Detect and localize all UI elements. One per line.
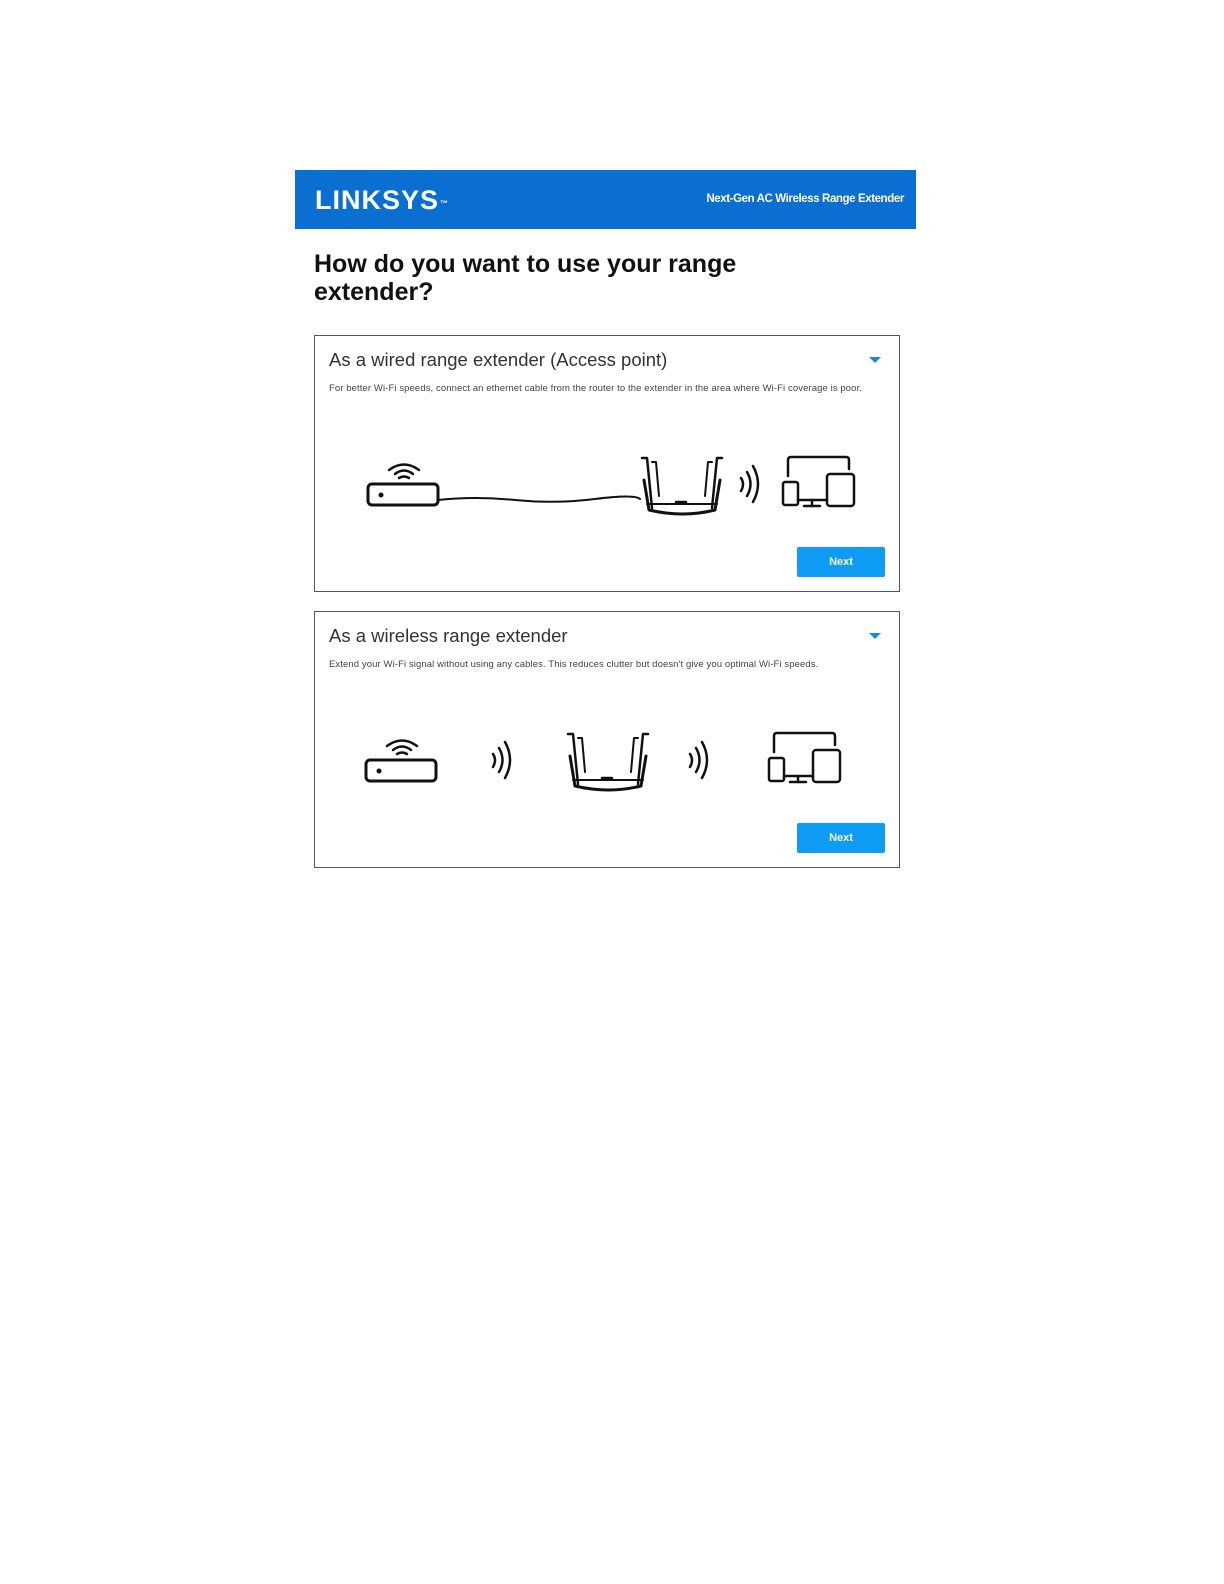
next-button[interactable]: Next xyxy=(797,547,885,577)
extender-icon xyxy=(568,734,648,790)
wifi-signal-icon xyxy=(690,742,707,778)
option-title: As a wired range extender (Access point) xyxy=(329,349,668,370)
option-card-wireless xyxy=(314,611,900,868)
chevron-down-icon[interactable] xyxy=(869,357,881,363)
option-description: For better Wi-Fi speeds, connect an ethernet cable from the router to the extender in the area where Wi-Fi coverage is poor. xyxy=(329,383,863,394)
devices-icon xyxy=(769,733,840,782)
wifi-signal-icon xyxy=(493,742,510,778)
wireless-setup-illustration xyxy=(315,712,898,822)
header-bar xyxy=(295,170,916,229)
brand-name: LINKSYS xyxy=(315,185,440,215)
chevron-down-icon[interactable] xyxy=(869,633,881,639)
option-title: As a wireless range extender xyxy=(329,625,568,646)
wired-setup-illustration xyxy=(315,436,898,546)
next-button[interactable]: Next xyxy=(797,823,885,853)
extender-icon xyxy=(642,458,722,514)
devices-icon xyxy=(783,457,854,506)
page-title: How do you want to use your range extender? xyxy=(314,250,737,306)
setup-screen xyxy=(295,170,916,880)
product-name: Next-Gen AC Wireless Range Extender xyxy=(706,193,904,205)
wifi-signal-icon xyxy=(741,466,758,502)
router-icon xyxy=(366,741,436,782)
trademark-mark: ™ xyxy=(440,199,450,208)
option-description: Extend your Wi-Fi signal without using any cables. This reduces clutter but doesn't give you optimal Wi-Fi speeds. xyxy=(329,659,819,670)
option-card-wired xyxy=(314,335,900,592)
ethernet-cable-icon xyxy=(438,497,640,502)
router-icon xyxy=(368,465,438,506)
linksys-logo xyxy=(315,184,449,216)
